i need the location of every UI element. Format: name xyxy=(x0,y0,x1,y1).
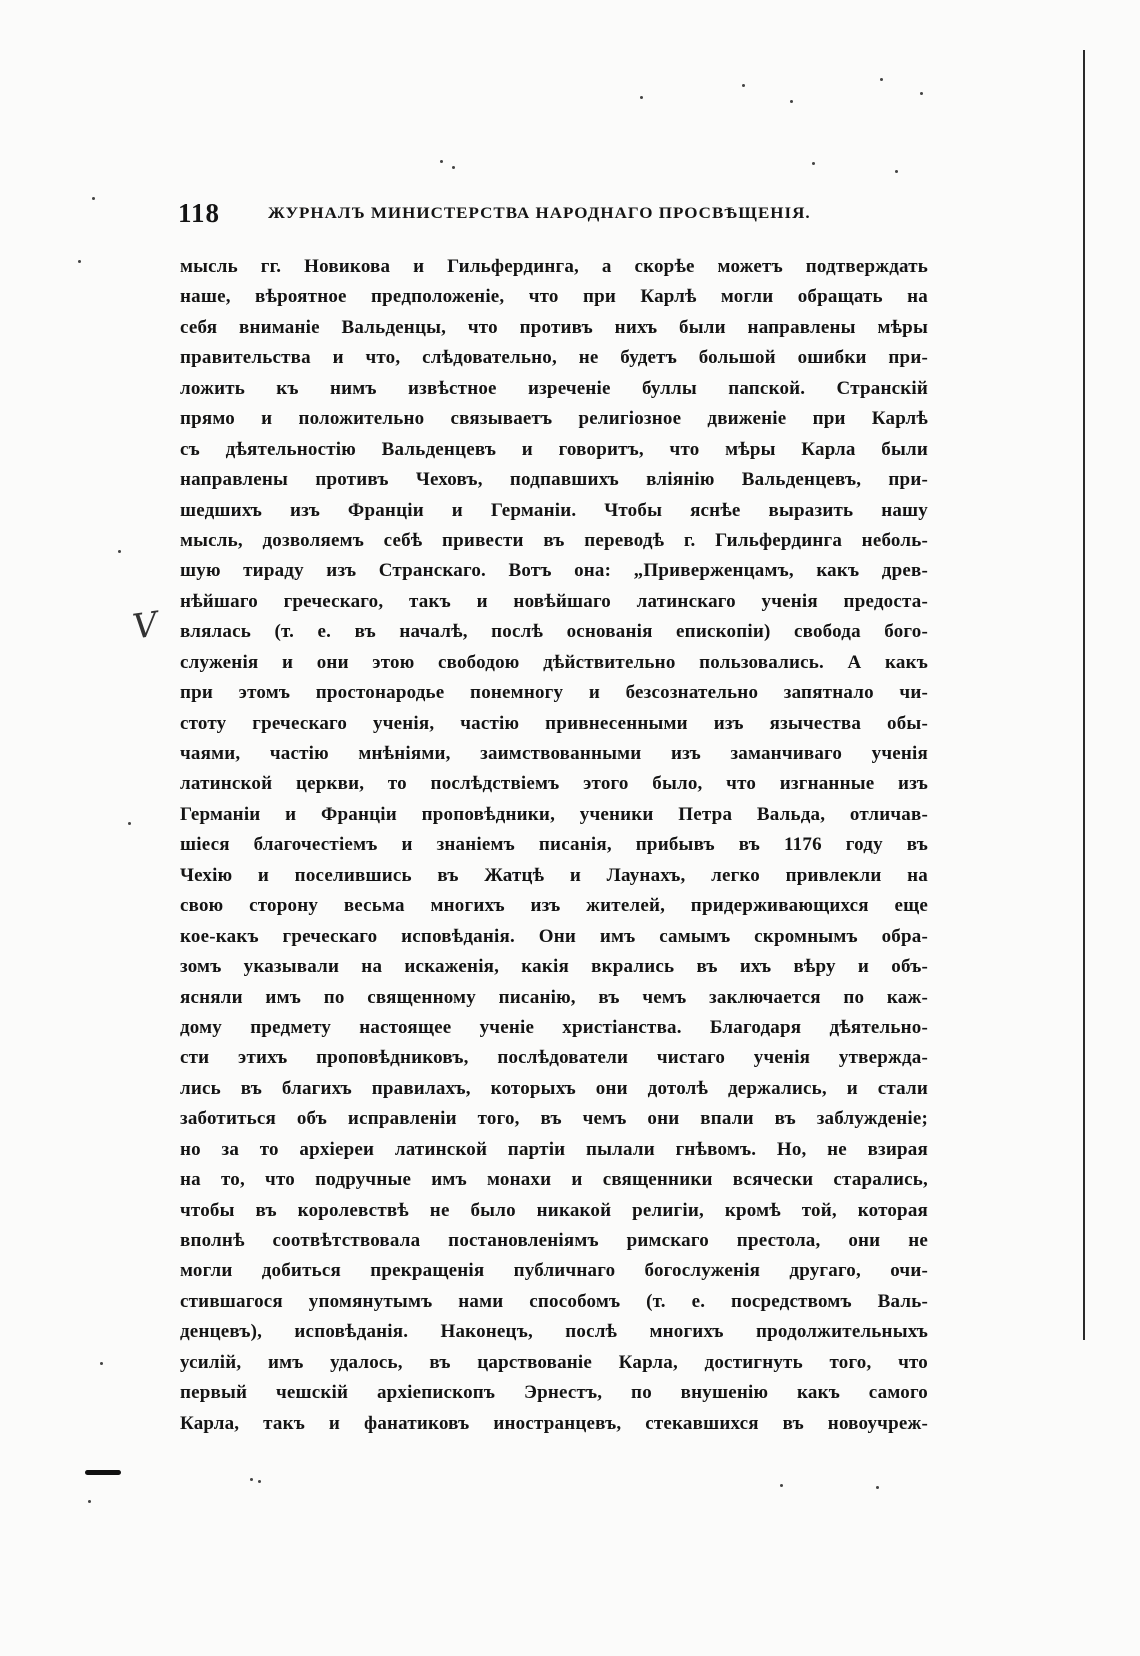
text-line: мысль, дозволяемъ себѣ привести въ переводѣ г. Гильфердинга неболь- xyxy=(180,529,928,551)
scan-speck xyxy=(440,160,443,163)
scan-speck xyxy=(640,96,643,99)
text-line: при этомъ простонародье понемногу и безсознательно запятнало чи- xyxy=(180,682,928,704)
text-line: чаями, частію мнѣніями, заимствованными изъ заманчиваго ученія xyxy=(180,743,928,764)
scan-speck xyxy=(920,92,923,95)
scan-speck xyxy=(250,1478,253,1481)
text-line: мысль гг. Новикова и Гильфердинга, а скорѣе можетъ подтверждать xyxy=(180,256,928,277)
scan-speck xyxy=(78,260,81,263)
text-line: свою сторону весьма многихъ изъ жителей, придерживающихся еще xyxy=(180,895,928,917)
text-line: стившагося упомянутымъ нами способомъ (т. е. посредствомъ Валь- xyxy=(180,1290,928,1312)
text-line: усилій, имъ удалось, въ царствованіе Карла, достигнуть того, что xyxy=(180,1351,928,1373)
text-line: влялась (т. е. въ началѣ, послѣ основанія епископіи) свобода бого- xyxy=(180,621,928,643)
scan-speck xyxy=(258,1480,261,1483)
page-edge-line xyxy=(1083,50,1085,1340)
scan-speck xyxy=(812,162,815,165)
text-line: шую тираду изъ Странскаго. Вотъ она: „Приверженцамъ, какъ древ- xyxy=(180,560,928,582)
margin-dash-mark xyxy=(85,1470,121,1475)
text-line: латинской церкви, то послѣдствіемъ этого было, что изгнанные изъ xyxy=(180,773,928,795)
body-text xyxy=(180,252,928,1439)
text-line: съ дѣятельностію Вальденцевъ и говоритъ, что мѣры Карла были xyxy=(180,438,928,460)
scan-speck xyxy=(790,100,793,103)
scan-speck xyxy=(895,170,898,173)
text-line: могли добиться прекращенія публичнаго богослуженія другаго, очи- xyxy=(180,1260,928,1282)
scan-speck xyxy=(742,84,745,87)
text-line: шедшихъ изъ Франціи и Германіи. Чтобы яснѣе выразить нашу xyxy=(180,499,928,521)
text-line: вполнѣ соотвѣтствовала постановленіямъ римскаго престола, они не xyxy=(180,1230,928,1251)
page-number: 118 xyxy=(178,198,221,228)
scan-speck xyxy=(88,1500,91,1503)
scan-speck xyxy=(880,78,883,81)
scan-speck xyxy=(100,1362,103,1365)
text-line: лись въ благихъ правилахъ, которыхъ они дотолѣ держались, и стали xyxy=(180,1077,928,1099)
text-line: прямо и положительно связываетъ религіозное движеніе при Карлѣ xyxy=(180,408,928,430)
scan-speck xyxy=(452,166,455,169)
text-line: Чехію и поселившись въ Жатцѣ и Лаунахъ, легко привлекли на xyxy=(180,864,928,886)
text-line: ложить къ нимъ извѣстное изреченіе буллы папской. Странскій xyxy=(180,377,928,399)
running-header xyxy=(178,198,948,234)
scan-speck xyxy=(92,197,95,200)
scan-speck xyxy=(128,822,131,825)
text-line: сти этихъ проповѣдниковъ, послѣдователи чистаго ученія утвержда- xyxy=(180,1047,928,1069)
text-line: себя вниманіе Вальденцы, что противъ нихъ были направлены мѣры xyxy=(180,316,928,338)
text-line: на то, что подручные имъ монахи и священники всячески старались, xyxy=(180,1169,928,1191)
text-line: кое-какъ греческаго исповѣданія. Они имъ самымъ скромнымъ обра- xyxy=(180,925,928,947)
scan-speck xyxy=(876,1486,879,1489)
scan-speck xyxy=(118,550,121,553)
text-line: зомъ указывали на искаженія, какія вкрались въ ихъ вѣру и объ- xyxy=(180,956,928,978)
text-line: первый чешскій архіепископъ Эрнестъ, по внушенію какъ самого xyxy=(180,1382,928,1404)
text-line: правительства и что, слѣдовательно, не будетъ большой ошибки при- xyxy=(180,347,928,369)
scan-speck xyxy=(780,1484,783,1487)
text-line: нѣйшаго греческаго, такъ и новѣйшаго латинскаго ученія предоста- xyxy=(180,590,928,612)
text-line: Карла, такъ и фанатиковъ иностранцевъ, стекавшихся въ новоучреж- xyxy=(180,1412,928,1434)
margin-annotation: V xyxy=(130,604,161,648)
running-title: ЖУРНАЛЪ МИНИСТЕРСТВА НАРОДНАГО ПРОСВѢЩЕНІЯ. xyxy=(268,204,811,222)
text-line: дому предмету настоящее ученіе христіанства. Благодаря дѣятельно- xyxy=(180,1016,928,1038)
text-line: стоту греческаго ученія, частію привнесенными изъ язычества обы- xyxy=(180,712,928,734)
text-line: Германіи и Франціи проповѣдники, ученики Петра Вальда, отличав- xyxy=(180,803,928,825)
text-line: направлены противъ Чеховъ, подпавшихъ вліянію Вальденцевъ, при- xyxy=(180,469,928,491)
text-line: служенія и они этою свободою дѣйствительно пользовались. А какъ xyxy=(180,651,928,673)
text-line: ясняли имъ по священному писанію, въ чемъ заключается по каж- xyxy=(180,986,928,1008)
text-line: денцевъ), исповѣданія. Наконецъ, послѣ многихъ продолжительныхъ xyxy=(180,1321,928,1343)
text-line: наше, вѣроятное предположеніе, что при Карлѣ могли обращать на xyxy=(180,286,928,308)
text-line: заботиться объ исправленіи того, въ чемъ они впали въ заблужденіе; xyxy=(180,1108,928,1130)
text-line: шіеся благочестіемъ и знаніемъ писанія, прибывъ въ 1176 году въ xyxy=(180,834,928,856)
text-line: но за то архіереи латинской партіи пылали гнѣвомъ. Но, не взирая xyxy=(180,1138,928,1160)
text-line: чтобы въ королевствѣ не было никакой религіи, кромѣ той, которая xyxy=(180,1199,928,1221)
